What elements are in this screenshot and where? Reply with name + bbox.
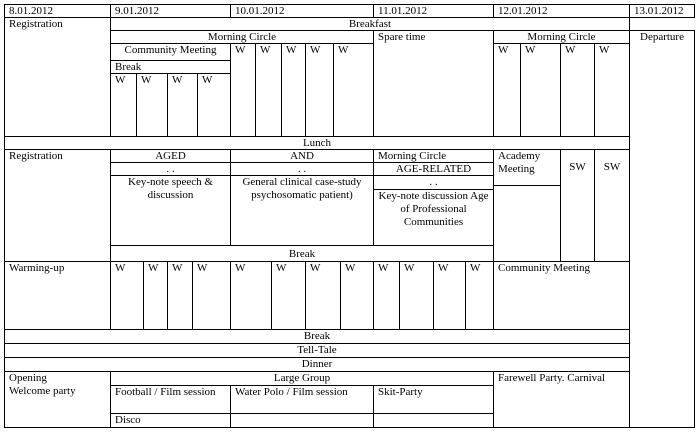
- w-cell-10-4-text: W: [310, 44, 321, 56]
- tell-tale-cell: [4, 343, 630, 358]
- morning-circle-12-cell-text: Morning Circle: [527, 31, 596, 43]
- w-cell-10-1: [230, 43, 256, 137]
- date-header-10: [230, 4, 374, 18]
- academy-meeting-cell-text: Academy Meeting: [498, 150, 541, 175]
- w-cell-9-1: [110, 73, 137, 137]
- empty-cell-10-evening: [230, 413, 374, 428]
- date-header-11-text: 11.01.2012: [378, 5, 428, 17]
- w-cell-10-3: [281, 43, 306, 137]
- football-cell-text: Football / Film session: [115, 386, 216, 398]
- w-cell-pm10-3-text: W: [310, 262, 321, 274]
- w-cell-12-4-text: W: [599, 44, 610, 56]
- w-cell-pm11-3-text: W: [438, 262, 449, 274]
- break-cell-afternoon-text: Break: [288, 248, 316, 260]
- warming-up-cell: [4, 261, 111, 330]
- w-cell-9-3-text: W: [172, 74, 183, 86]
- and-body: [230, 175, 374, 246]
- w-cell-pm10-4: [340, 261, 374, 330]
- age-related-body: [373, 189, 494, 246]
- w-cell-12-1-text: W: [498, 44, 509, 56]
- w-cell-pm9-1-text: W: [115, 262, 126, 274]
- and-title: [230, 149, 374, 163]
- age-related-dots: [373, 175, 494, 190]
- w-cell-pm9-2-text: W: [148, 262, 159, 274]
- w-cell-9-1-text: W: [115, 74, 126, 86]
- w-cell-10-3-text: W: [286, 44, 297, 56]
- w-cell-pm9-1: [110, 261, 144, 330]
- w-cell-pm11-1: [373, 261, 400, 330]
- break-cell-evening-text: Break: [303, 330, 331, 342]
- spare-time-cell: [373, 30, 494, 137]
- w-cell-pm9-3-text: W: [172, 262, 183, 274]
- spare-time-cell-text: Spare time: [378, 31, 426, 43]
- community-meeting-12-cell: [493, 261, 630, 330]
- sw-cell-1: [560, 149, 595, 262]
- w-cell-pm9-4-text: W: [197, 262, 208, 274]
- w-cell-pm11-4-text: W: [470, 262, 481, 274]
- morning-circle-11-cell-text: Morning Circle: [378, 150, 447, 162]
- community-meeting-cell: [110, 43, 231, 61]
- and-title-text: AND: [290, 150, 314, 162]
- registration-cell-text: Registration: [9, 18, 63, 30]
- w-cell-10-4: [305, 43, 334, 137]
- registration-cell-afternoon-text: Registration: [9, 150, 63, 162]
- w-cell-9-2: [136, 73, 168, 137]
- date-header-10-text: 10.01.2012: [235, 5, 285, 17]
- w-cell-10-5-text: W: [338, 44, 349, 56]
- w-cell-10-1-text: W: [235, 44, 246, 56]
- empty-cell-11-evening: [373, 413, 494, 428]
- break-cell-evening: [4, 329, 630, 344]
- break-cell-morning: [110, 60, 231, 74]
- w-cell-pm11-4: [465, 261, 494, 330]
- date-header-9-text: 9.01.2012: [115, 5, 159, 17]
- morning-circle-cell-text: Morning Circle: [207, 31, 277, 43]
- large-group-cell: [110, 371, 494, 386]
- w-cell-pm10-2-text: W: [276, 262, 287, 274]
- morning-circle-12-cell: [493, 30, 630, 44]
- break-cell-morning-text: Break: [115, 61, 142, 73]
- date-header-13: [629, 4, 695, 18]
- departure-cell: [629, 30, 695, 428]
- lunch-cell-text: Lunch: [302, 137, 332, 149]
- w-cell-pm9-2: [143, 261, 168, 330]
- age-related-title-text: AGE-RELATED: [395, 163, 472, 175]
- w-cell-12-3-text: W: [565, 44, 576, 56]
- sw-cell-2-text: SW: [603, 161, 621, 173]
- academy-meeting-cell: [493, 149, 561, 186]
- opening-cell: [4, 371, 111, 428]
- w-cell-9-2-text: W: [141, 74, 152, 86]
- dinner-cell-text: Dinner: [301, 358, 333, 370]
- date-header-9: [110, 4, 231, 18]
- date-header-12-text: 12.01.2012: [498, 5, 548, 17]
- date-header-11: [373, 4, 494, 18]
- farewell-cell: [493, 371, 630, 428]
- skit-party-cell: [373, 385, 494, 414]
- date-header-8: [4, 4, 111, 18]
- dinner-cell: [4, 357, 630, 372]
- and-dots: [230, 162, 374, 176]
- large-group-cell-text: Large Group: [273, 372, 331, 384]
- disco-cell-text: Disco: [115, 414, 141, 426]
- w-cell-12-2-text: W: [525, 44, 536, 56]
- w-cell-12-1: [493, 43, 521, 137]
- w-cell-pm10-3: [305, 261, 341, 330]
- tell-tale-cell-text: Tell-Tale: [297, 344, 337, 356]
- w-cell-pm10-4-text: W: [345, 262, 356, 274]
- age-related-body-text: Key-note discussion Age of Professional Communities: [378, 190, 489, 228]
- aged-dots: [110, 162, 231, 176]
- w-cell-12-3: [560, 43, 595, 137]
- aged-body-text: Key-note speech & discussion: [128, 176, 213, 201]
- farewell-cell-text: Farewell Party. Carnival: [498, 372, 606, 384]
- warming-up-cell-text: Warming-up: [9, 262, 65, 274]
- morning-circle-11-cell: [373, 149, 494, 163]
- morning-circle-cell: [110, 30, 374, 44]
- aged-title-text: AGED: [155, 150, 186, 162]
- and-body-text: General clinical case-study psychosomatic patient): [242, 176, 362, 201]
- date-header-13-text: 13.01.2012: [634, 5, 684, 17]
- and-dots-text: . .: [297, 163, 307, 175]
- break-cell-afternoon: [110, 245, 494, 262]
- w-cell-pm11-3: [433, 261, 466, 330]
- w-cell-pm10-1: [230, 261, 272, 330]
- breakfast-cell: [110, 17, 630, 31]
- w-cell-pm10-1-text: W: [235, 262, 246, 274]
- welcome-party-text: Welcome party: [9, 385, 76, 397]
- w-cell-10-5: [333, 43, 374, 137]
- community-meeting-cell-text: Community Meeting: [124, 44, 217, 56]
- sw-cell-2: [594, 149, 630, 262]
- breakfast-cell-text: Breakfast: [348, 18, 392, 30]
- w-cell-10-2-text: W: [260, 44, 271, 56]
- football-cell: [110, 385, 231, 414]
- w-cell-10-2: [255, 43, 282, 137]
- w-cell-9-4-text: W: [202, 74, 213, 86]
- registration-cell-afternoon: [4, 149, 111, 262]
- w-cell-12-2: [520, 43, 561, 137]
- aged-dots-text: . .: [166, 163, 175, 175]
- date-header-12: [493, 4, 630, 18]
- water-polo-cell-text: Water Polo / Film session: [235, 386, 348, 398]
- w-cell-9-3: [167, 73, 198, 137]
- sw-cell-1-text: SW: [569, 161, 586, 173]
- w-cell-pm11-2: [399, 261, 434, 330]
- aged-title: [110, 149, 231, 163]
- registration-cell: [4, 17, 111, 137]
- w-cell-pm10-2: [271, 261, 306, 330]
- aged-body: [110, 175, 231, 246]
- community-meeting-12-cell-text: Community Meeting: [498, 262, 590, 274]
- disco-cell: [110, 413, 231, 428]
- opening-cell-text: Opening: [9, 372, 47, 384]
- w-cell-pm11-1-text: W: [378, 262, 389, 274]
- w-cell-9-4: [197, 73, 231, 137]
- water-polo-cell: [230, 385, 374, 414]
- age-related-title: [373, 162, 494, 176]
- departure-cell-text: Departure: [640, 31, 684, 43]
- w-cell-pm11-2-text: W: [404, 262, 415, 274]
- w-cell-pm9-3: [167, 261, 193, 330]
- academy-meeting-empty: [493, 185, 561, 262]
- w-cell-12-4: [594, 43, 630, 137]
- date-header-8-text: 8.01.2012: [9, 5, 53, 17]
- age-related-dots-text: . .: [429, 176, 438, 188]
- lunch-cell: [4, 136, 630, 150]
- w-cell-pm9-4: [192, 261, 231, 330]
- skit-party-cell-text: Skit-Party: [378, 386, 423, 398]
